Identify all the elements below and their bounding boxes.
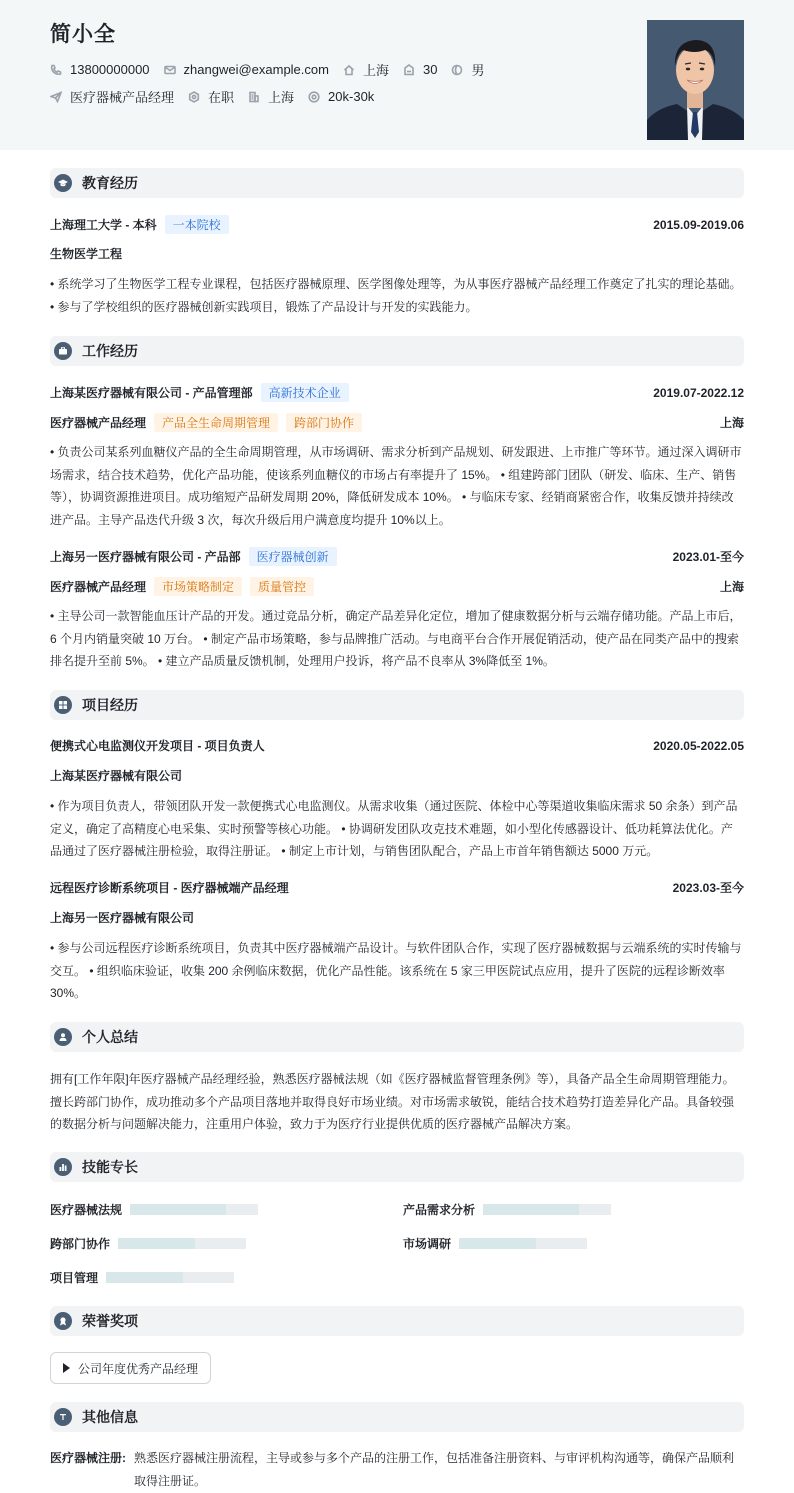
info-icon xyxy=(54,1408,72,1426)
job-role: 医疗器械产品经理 xyxy=(50,416,147,430)
resume-header xyxy=(0,0,794,150)
skill-name: 市场调研 xyxy=(403,1237,452,1251)
hometown-text: 上海 xyxy=(362,63,389,78)
company-name: 上海另一医疗器械有限公司 - 产品部 xyxy=(50,550,241,564)
skill-name: 跨部门协作 xyxy=(50,1237,111,1251)
position-text: 医疗器械产品经理 xyxy=(70,90,175,105)
skill-level-bar xyxy=(459,1238,587,1249)
project-title: 便携式心电监测仪开发项目 - 项目负责人 xyxy=(50,739,265,753)
role-tag: 产品全生命周期管理 xyxy=(154,413,278,432)
skill-name: 项目管理 xyxy=(50,1271,99,1285)
section-title-text: 项目经历 xyxy=(82,697,138,713)
honor-item xyxy=(50,1352,211,1384)
phone-icon xyxy=(50,64,62,76)
grid-icon xyxy=(54,696,72,714)
skill-level-fill xyxy=(483,1204,579,1215)
job-intent-row xyxy=(50,87,388,106)
education-detail-item: • 参与了学校组织的医疗器械创新实践项目，锻炼了产品设计与开发的实践能力。 xyxy=(50,299,478,314)
education-detail-item: • 系统学习了生物医学工程专业课程，包括医疗器械原理、医学图像处理等，为从事医疗器械产品经理工作奠定了扎实的理论基础。 xyxy=(50,277,742,291)
user-icon xyxy=(54,1028,72,1046)
skill-name: 医疗器械法规 xyxy=(50,1203,123,1217)
city-text: 上海 xyxy=(268,90,295,105)
work-location: 上海 xyxy=(719,580,744,594)
section-education xyxy=(50,168,744,198)
work-role-row xyxy=(50,413,744,432)
medal-icon xyxy=(54,1312,72,1330)
calendar-icon xyxy=(403,64,415,76)
section-projects xyxy=(50,690,744,720)
position-item xyxy=(50,87,174,106)
skill-level-fill xyxy=(130,1204,226,1215)
project-company: 上海某医疗器械有限公司 xyxy=(50,769,183,783)
section-work xyxy=(50,336,744,366)
salary-text: 20k-30k xyxy=(328,89,375,104)
profile-photo xyxy=(647,20,744,140)
skill-level-bar xyxy=(106,1272,234,1283)
work-period: 2019.07-2022.12 xyxy=(653,385,744,400)
gender-text: 男 xyxy=(471,63,485,78)
salary-item xyxy=(308,89,374,104)
school-name: 上海理工大学 - 本科 xyxy=(50,218,157,232)
work-period: 2023.01-至今 xyxy=(672,550,744,564)
skill-item xyxy=(50,1269,234,1286)
project-company: 上海另一医疗器械有限公司 xyxy=(50,911,195,925)
status-item xyxy=(188,87,234,106)
major-name: 生物医学工程 xyxy=(50,247,123,261)
section-title-text: 技能专长 xyxy=(82,1159,138,1175)
section-summary xyxy=(50,1022,744,1052)
education-row xyxy=(50,215,744,234)
section-other xyxy=(50,1402,744,1432)
company-name: 上海某医疗器械有限公司 - 产品管理部 xyxy=(50,386,253,400)
work-location: 上海 xyxy=(719,416,744,430)
other-info-row xyxy=(50,1447,744,1493)
section-title-text: 其他信息 xyxy=(82,1409,138,1425)
skill-item xyxy=(403,1201,611,1218)
skill-name: 产品需求分析 xyxy=(403,1203,476,1217)
age-item xyxy=(403,62,437,77)
section-title-text: 工作经历 xyxy=(82,343,138,359)
section-title-text: 教育经历 xyxy=(82,175,138,191)
work-role-row xyxy=(50,577,744,596)
skill-item xyxy=(403,1235,587,1252)
job-role: 医疗器械产品经理 xyxy=(50,580,147,594)
summary-text: 拥有[工作年限]年医疗器械产品经理经验，熟悉医疗器械法规（如《医疗器械监督管理条例》等），具备产品全生命周期管理能力。擅长跨部门协作，成功推动多个产品项目落地并取得良好市场业绩。对市场需求敏锐，能结合技术趋势打造差异化产品。具备较强的数据分析与问题解决能力，注重用户体验，致力于为医疗行业提供优质的医疗器械产品解决方案。 xyxy=(50,1072,735,1131)
age-text: 30 xyxy=(422,62,438,77)
work-company-row xyxy=(50,383,744,402)
gender-icon xyxy=(451,64,463,76)
briefcase-icon xyxy=(54,342,72,360)
education-details xyxy=(50,273,744,318)
honor-text: 公司年度优秀产品经理 xyxy=(78,1361,199,1376)
role-tag: 市场策略制定 xyxy=(154,577,242,596)
other-info-text: 熟悉医疗器械注册流程，主导或参与多个产品的注册工作，包括准备注册资料、与审评机构沟通等，确保产品顺利取得注册证。 xyxy=(134,1451,735,1488)
coin-icon xyxy=(308,91,320,103)
building-icon xyxy=(248,91,260,103)
status-text: 在职 xyxy=(208,90,235,105)
section-title-text: 个人总结 xyxy=(82,1029,138,1045)
triangle-right-icon xyxy=(63,1363,70,1373)
project-company-row xyxy=(50,767,744,784)
email-text: zhangwei@example.com xyxy=(183,62,329,77)
company-tag: 高新技术企业 xyxy=(261,383,349,402)
role-tag: 质量管控 xyxy=(250,577,314,596)
skill-level-fill xyxy=(459,1238,536,1249)
skill-level-bar xyxy=(118,1238,246,1249)
skill-level-bar xyxy=(483,1204,611,1215)
company-tag: 医疗器械创新 xyxy=(249,547,337,566)
other-info-label: 医疗器械注册: xyxy=(50,1451,126,1465)
project-description: • 参与公司远程医疗诊断系统项目，负责其中医疗器械端产品设计。与软件团队合作，实现了医疗器械数据与云端系统的实时传输与交互。 • 组织临床验证，收集 200 余例临床数据，优化产品性能。该系统在 5 家三甲医院试点应用，提升了医院的远程诊断效率 30%。 xyxy=(50,941,742,1000)
section-honors xyxy=(50,1306,744,1336)
gear-icon xyxy=(188,91,200,103)
section-skills xyxy=(50,1152,744,1182)
role-tag: 跨部门协作 xyxy=(286,413,362,432)
hometown-item xyxy=(343,60,389,79)
work-company-row xyxy=(50,547,744,566)
work-description: • 负责公司某系列血糖仪产品的全生命周期管理，从市场调研、需求分析到产品规划、研发跟进、上市推广等环节。通过深入调研市场需求，结合技术趋势，优化产品功能，使该系列血糖仪的市场占有率提升了 15%。 • 组建跨部门团队（研发、临床、生产、销售等），协调资源推进项目。成功缩短产品研发周期 20%，降低研发成本 10%。 • 与临床专家、经销商紧密合作，收集反馈并持续改进产品。主导产品迭代升级 3 次，每次升级后用户满意度均提升 10%以上。 xyxy=(50,445,742,527)
project-description: • 作为项目负责人，带领团队开发一款便携式心电监测仪。从需求收集（通过医院、体检中心等渠道收集临床需求 50 余条）到产品定义，确定了高精度心电采集、实时预警等核心功能。 • 协调研发团队攻克技术难题，如小型化传感器设计、低功耗算法优化。产品通过了医疗器械注册检验，取得注册证。 • 制定上市计划，与销售团队配合，产品上市首年销售额达 5000 万元。 xyxy=(50,799,738,858)
project-period: 2023.03-至今 xyxy=(672,881,744,895)
portrait-image xyxy=(647,20,744,140)
major-row xyxy=(50,245,744,262)
project-title: 远程医疗诊断系统项目 - 医疗器械端产品经理 xyxy=(50,881,289,895)
school-tag: 一本院校 xyxy=(165,215,229,234)
skill-level-fill xyxy=(106,1272,183,1283)
home-icon xyxy=(343,64,355,76)
project-title-row xyxy=(50,879,744,896)
email-item xyxy=(164,62,329,77)
graduation-cap-icon xyxy=(54,174,72,192)
contact-row xyxy=(50,60,498,79)
skill-level-bar xyxy=(130,1204,258,1215)
section-title-text: 荣誉奖项 xyxy=(82,1313,138,1329)
gender-item xyxy=(451,60,484,79)
project-title-row xyxy=(50,737,744,754)
candidate-name: 简小全 xyxy=(50,23,116,46)
skill-item xyxy=(50,1235,246,1252)
bar-chart-icon xyxy=(54,1158,72,1176)
skill-item xyxy=(50,1201,258,1218)
email-icon xyxy=(164,64,176,76)
city-item xyxy=(248,87,294,106)
project-period: 2020.05-2022.05 xyxy=(653,738,744,753)
education-period: 2015.09-2019.06 xyxy=(653,217,744,232)
phone-item xyxy=(50,62,150,77)
project-company-row xyxy=(50,909,744,926)
phone-text: 13800000000 xyxy=(70,62,150,77)
skill-level-fill xyxy=(118,1238,195,1249)
send-icon xyxy=(50,91,62,103)
work-description: • 主导公司一款智能血压计产品的开发。通过竞品分析，确定产品差异化定位，增加了健康数据分析与云端存储功能。产品上市后，6 个月内销量突破 10 万台。 • 制定产品市场策略，参与品牌推广活动。与电商平台合作开展促销活动，使产品在同类产品中的搜索排名提升至前 5%。 • 建立产品质量反馈机制，处理用户投诉，将产品不良率从 3%降低至 1%。 xyxy=(50,609,742,668)
